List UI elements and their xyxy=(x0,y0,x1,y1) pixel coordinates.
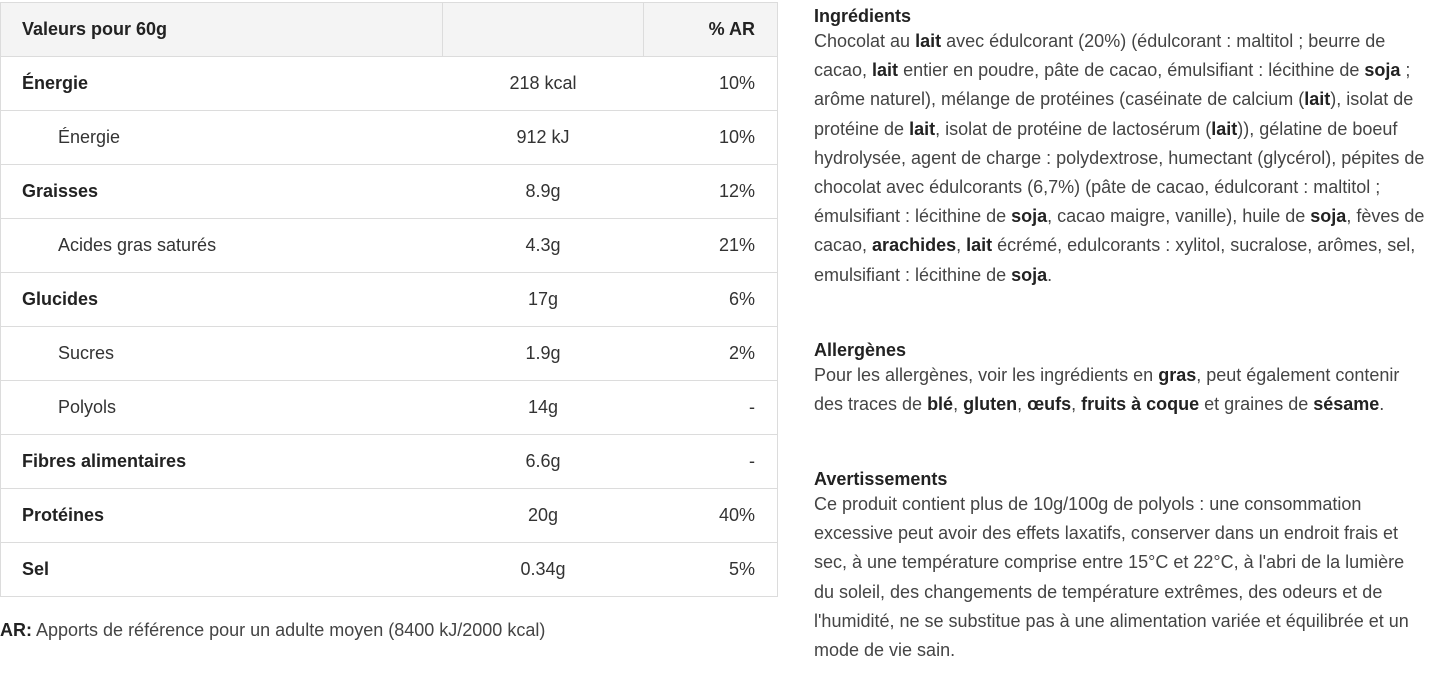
header-name: Valeurs pour 60g xyxy=(1,3,443,57)
note-label: AR: xyxy=(0,620,32,640)
table-row xyxy=(1,219,778,273)
text-run: , cacao maigre, vanille), huile de xyxy=(1047,206,1311,227)
text-run: et graines de xyxy=(1199,394,1314,415)
text-run: avec édulcorant (20%) (édulcorant : maltitol ; beurre de cacao, xyxy=(814,31,1386,81)
nutrient-name xyxy=(1,165,443,219)
text-run: , fèves de cacao, xyxy=(814,206,1425,256)
bold-term: lait xyxy=(909,118,936,139)
bold-term: lait xyxy=(872,60,899,81)
table-row xyxy=(1,165,778,219)
bold-term: œufs xyxy=(1027,394,1072,415)
ingredients-section xyxy=(814,5,1429,290)
nutrient-value: 912 kJ xyxy=(443,111,644,165)
ingredients-title: Ingrédients xyxy=(814,6,912,26)
reference-note xyxy=(0,620,545,641)
warnings-title: Avertissements xyxy=(814,469,948,489)
note-text: Apports de référence pour un adulte moyen (8400 kJ/2000 kcal) xyxy=(32,620,546,640)
text-run: , isolat de protéine de lactosérum ( xyxy=(935,118,1212,139)
warnings-section xyxy=(814,468,1429,665)
allergens-title: Allergènes xyxy=(814,340,907,360)
ingredients-text xyxy=(814,27,1429,290)
nutrient-label: Acides gras saturés xyxy=(58,235,217,255)
nutrient-value: 1.9g xyxy=(443,327,644,381)
nutrient-ar: 10% xyxy=(644,57,778,111)
nutrient-value: 14g xyxy=(443,381,644,435)
bold-term: blé xyxy=(927,394,954,415)
bold-term: soja xyxy=(1364,60,1401,81)
nutrient-name xyxy=(1,273,443,327)
text-run: , xyxy=(1017,394,1028,415)
text-run: écrémé, edulcorants : xylitol, sucralose, arômes, sel, emulsifiant : lécithine de xyxy=(814,235,1416,285)
text-run: ), isolat de protéine de xyxy=(814,89,1414,139)
nutrient-ar: 12% xyxy=(644,165,778,219)
nutrition-rows xyxy=(1,57,778,597)
nutrient-value: 8.9g xyxy=(443,165,644,219)
nutrient-value: 218 kcal xyxy=(443,57,644,111)
nutrient-value: 17g xyxy=(443,273,644,327)
nutrient-label: Sel xyxy=(22,559,50,579)
nutrient-name xyxy=(1,489,443,543)
nutrient-value: 0.34g xyxy=(443,543,644,597)
bold-term: lait xyxy=(966,235,993,256)
table-row xyxy=(1,489,778,543)
text-run: )), gélatine de boeuf hydrolysée, agent de charge : polydextrose, humectant (glycérol), pépites de chocolat avec édulcorants (6,7%) (pâte de cacao, édulcorant : maltitol ; émulsifiant : lécithine de xyxy=(814,118,1425,227)
nutrient-label: Glucides xyxy=(22,289,99,309)
nutrient-ar: - xyxy=(644,435,778,489)
bold-term: gras xyxy=(1158,365,1197,385)
text-run: Chocolat au xyxy=(814,31,916,51)
table-row xyxy=(1,57,778,111)
nutrient-name xyxy=(1,327,443,381)
nutrient-label: Énergie xyxy=(58,127,121,147)
nutrition-panel xyxy=(0,2,778,597)
bold-term: soja xyxy=(1011,264,1048,285)
text-run: ; arôme naturel), mélange de protéines (caséinate de calcium ( xyxy=(814,60,1411,110)
table-row xyxy=(1,327,778,381)
nutrient-name xyxy=(1,381,443,435)
allergens-text xyxy=(814,361,1429,419)
bold-term: fruits à coque xyxy=(1081,394,1200,415)
table-row xyxy=(1,273,778,327)
header-ar: % AR xyxy=(644,3,778,57)
nutrient-name xyxy=(1,111,443,165)
nutrient-ar: - xyxy=(644,381,778,435)
nutrient-ar: 10% xyxy=(644,111,778,165)
text-run: Pour les allergènes, voir les ingrédients en xyxy=(814,365,1159,385)
nutrient-label: Polyols xyxy=(58,397,117,417)
bold-term: lait xyxy=(915,31,942,51)
nutrient-ar: 21% xyxy=(644,219,778,273)
nutrient-value: 20g xyxy=(443,489,644,543)
table-row xyxy=(1,543,778,597)
nutrient-name xyxy=(1,57,443,111)
table-row xyxy=(1,435,778,489)
text-run: , xyxy=(953,394,964,415)
nutrient-label: Énergie xyxy=(22,73,89,93)
nutrient-name xyxy=(1,543,443,597)
nutrient-label: Fibres alimentaires xyxy=(22,451,187,471)
bold-term: arachides xyxy=(872,235,957,256)
nutrient-label: Graisses xyxy=(22,181,99,201)
bold-term: soja xyxy=(1310,206,1347,227)
text-run: , xyxy=(956,235,967,256)
nutrient-ar: 6% xyxy=(644,273,778,327)
nutrient-ar: 40% xyxy=(644,489,778,543)
allergens-section xyxy=(814,339,1429,419)
text-run: , xyxy=(1071,394,1082,415)
bold-term: lait xyxy=(1211,118,1238,139)
warnings-text: Ce produit contient plus de 10g/100g de polyols : une consommation excessive peut avoir des effets laxatifs, conserver dans un endroit frais et sec, à une température comprise entre 15°C et 22°C, à l'abri de la lumière du soleil, des changements de température extrêmes, des odeurs et de l'humidité, ne se substitue pas à une alimentation variée et équilibrée et un mode de vie sain. xyxy=(814,494,1409,661)
bold-term: soja xyxy=(1011,206,1048,227)
nutrient-value: 6.6g xyxy=(443,435,644,489)
text-run: . xyxy=(1047,264,1053,285)
table-row xyxy=(1,381,778,435)
text-run: entier en poudre, pâte de cacao, émulsifiant : lécithine de xyxy=(898,60,1365,81)
bold-term: gluten xyxy=(963,394,1018,415)
bold-term: lait xyxy=(1304,89,1331,110)
nutrient-name xyxy=(1,219,443,273)
table-row xyxy=(1,111,778,165)
nutrient-value: 4.3g xyxy=(443,219,644,273)
text-run: , peut également contenir des traces de xyxy=(814,365,1400,415)
nutrient-ar: 5% xyxy=(644,543,778,597)
header-value xyxy=(443,3,644,57)
nutrient-label: Protéines xyxy=(22,505,105,525)
nutrient-label: Sucres xyxy=(58,343,115,363)
text-run: . xyxy=(1379,394,1385,415)
nutrition-table xyxy=(0,2,778,597)
nutrient-ar: 2% xyxy=(644,327,778,381)
bold-term: sésame xyxy=(1313,394,1380,415)
nutrient-name xyxy=(1,435,443,489)
table-header-row xyxy=(1,3,778,57)
